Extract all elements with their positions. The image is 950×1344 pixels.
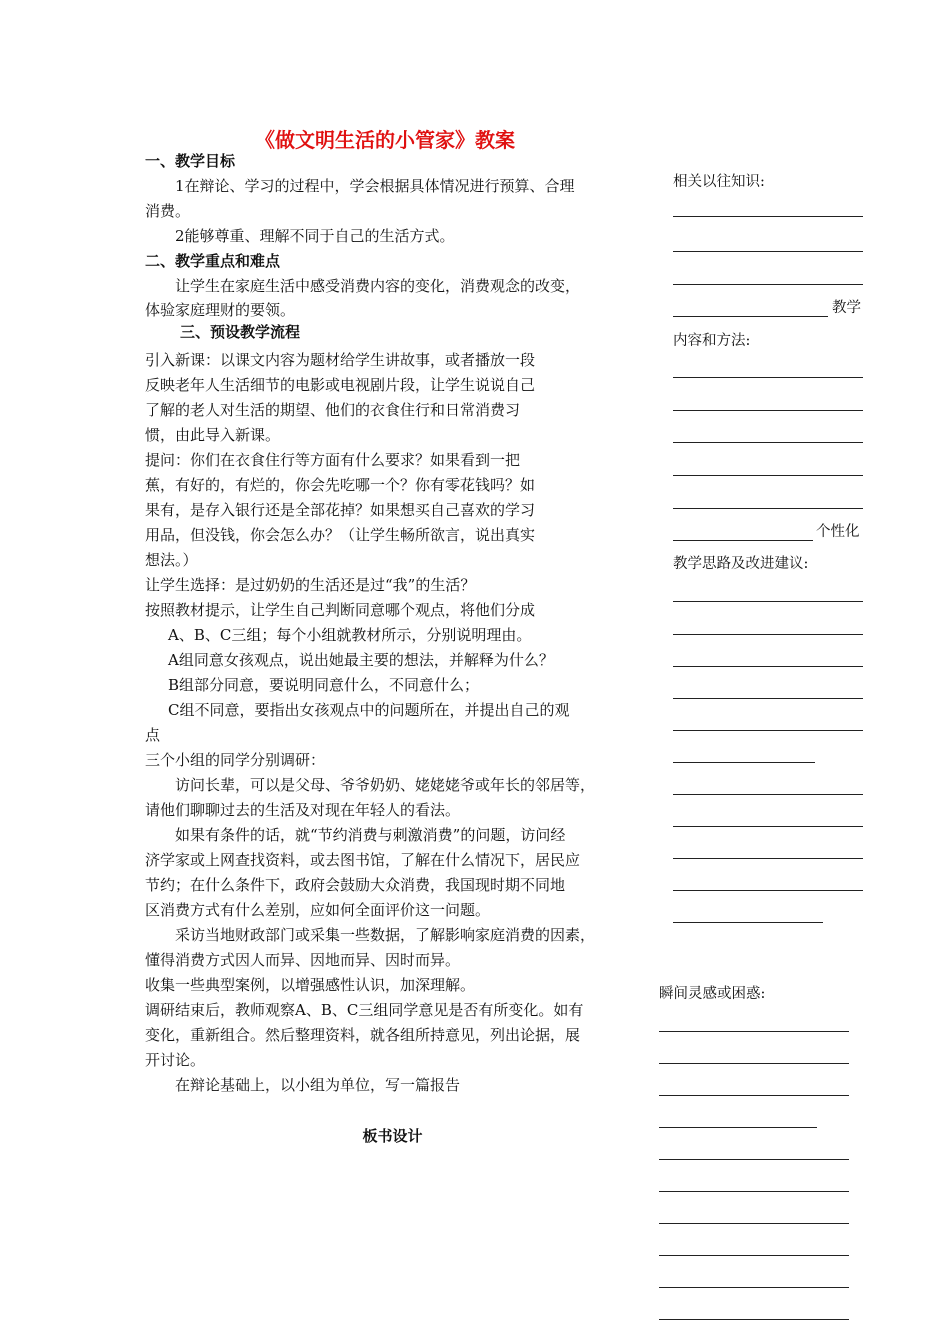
blank-line <box>659 1287 849 1288</box>
body-line: 想法。） <box>145 551 198 569</box>
body-line: 请他们聊聊过去的生活及对现在年轻人的看法。 <box>145 801 461 819</box>
blank-line <box>673 540 813 541</box>
body-line: 懂得消费方式因人而异、因地而异、因时而异。 <box>145 951 461 969</box>
blank-line <box>673 475 863 476</box>
blank-line <box>673 826 863 827</box>
section-heading-flow: 三、预设教学流程 <box>180 323 301 341</box>
teaching-label: 教学 <box>832 300 861 316</box>
blank-line <box>659 1319 849 1320</box>
blank-line <box>673 442 863 443</box>
blank-line <box>673 316 828 317</box>
body-line: 采访当地财政部门或采集一些数据，了解影响家庭消费的因素， <box>175 926 596 944</box>
body-line: 引入新课：以课文内容为题材给学生讲故事，或者播放一段 <box>145 351 536 369</box>
page-title: 《做文明生活的小管家》教案 <box>255 128 515 152</box>
blank-line <box>673 922 823 923</box>
body-line: 三个小组的同学分别调研： <box>145 751 326 769</box>
blank-line <box>659 1095 849 1096</box>
blank-line <box>673 216 863 217</box>
goal-1-line-1: 1在辩论、学习的过程中，学会根据具体情况进行预算、合理 <box>175 177 575 195</box>
blank-line <box>673 698 863 699</box>
inspiration-label: 瞬间灵感或困惑: <box>659 986 766 1002</box>
blank-line <box>673 634 863 635</box>
section-heading-key-points: 二、教学重点和难点 <box>145 252 281 270</box>
blank-line <box>659 1063 849 1064</box>
goal-2: 2能够尊重、理解不同于自己的生活方式。 <box>175 227 455 245</box>
blank-line <box>673 730 863 731</box>
blank-line <box>659 1159 849 1160</box>
blank-line <box>673 601 863 602</box>
body-line: C组不同意，要指出女孩观点中的问题所在，并提出自己的观 <box>168 701 570 719</box>
blank-line <box>659 1031 849 1032</box>
board-design-heading: 板书设计 <box>362 1127 423 1145</box>
body-line: 收集一些典型案例，以增强感性认识，加深理解。 <box>145 976 476 994</box>
blank-line <box>659 1127 817 1128</box>
ideas-label: 教学思路及改进建议: <box>673 556 809 572</box>
body-line: 按照教材提示，让学生自己判断同意哪个观点，将他们分成 <box>145 601 536 619</box>
body-line: 果有，是存入银行还是全部花掉？如果想买自己喜欢的学习 <box>145 501 536 519</box>
blank-line <box>673 666 863 667</box>
blank-line <box>673 251 863 252</box>
body-line: 开讨论。 <box>145 1051 206 1069</box>
prior-knowledge-label: 相关以往知识: <box>673 174 765 190</box>
key-points-line-1: 让学生在家庭生活中感受消费内容的变化，消费观念的改变， <box>175 277 581 295</box>
body-line: 反映老年人生活细节的电影或电视剧片段，让学生说说自己 <box>145 376 536 394</box>
blank-line <box>673 794 863 795</box>
body-line: 了解的老人对生活的期望、他们的衣食住行和日常消费习 <box>145 401 521 419</box>
blank-line <box>659 1191 849 1192</box>
blank-line <box>673 284 863 285</box>
body-line: 让学生选择：是过奶奶的生活还是过“我”的生活？ <box>145 576 476 594</box>
body-line: 提问：你们在衣食住行等方面有什么要求？如果看到一把 <box>145 451 521 469</box>
body-line: 济学家或上网查找资料，或去图书馆，了解在什么情况下，居民应 <box>145 851 581 869</box>
blank-line <box>673 410 863 411</box>
body-line: 节约；在什么条件下，政府会鼓励大众消费，我国现时期不同地 <box>145 876 566 894</box>
body-line: 区消费方式有什么差别，应如何全面评价这一问题。 <box>145 901 491 919</box>
section-heading-goals: 一、教学目标 <box>145 152 236 170</box>
body-line: 蕉，有好的，有烂的，你会先吃哪一个？你有零花钱吗？如 <box>145 476 536 494</box>
body-line: 调研结束后，教师观察A、B、C三组同学意见是否有所变化。如有 <box>145 1001 584 1019</box>
body-line: 如果有条件的话，就“节约消费与刺激消费”的问题，访问经 <box>175 826 566 844</box>
body-line: 访问长辈，可以是父母、爷爷奶奶、姥姥姥爷或年长的邻居等， <box>175 776 596 794</box>
body-line: 在辩论基础上，以小组为单位，写一篇报告 <box>175 1076 461 1094</box>
body-line: 变化，重新组合。然后整理资料，就各组所持意见，列出论据，展 <box>145 1026 581 1044</box>
blank-line <box>673 508 863 509</box>
key-points-line-2: 体验家庭理财的要领。 <box>145 301 296 319</box>
body-line: 点 <box>145 726 161 744</box>
body-line: 惯，由此导入新课。 <box>145 426 281 444</box>
content-method-label: 内容和方法: <box>673 333 751 349</box>
blank-line <box>659 1255 849 1256</box>
blank-line <box>659 1223 849 1224</box>
blank-line <box>673 762 815 763</box>
blank-line <box>673 890 863 891</box>
body-line: B组部分同意，要说明同意什么，不同意什么； <box>168 676 480 694</box>
body-line: 用品，但没钱，你会怎么办？（让学生畅所欲言，说出真实 <box>145 526 536 544</box>
blank-line <box>673 377 863 378</box>
body-line: A、B、C三组；每个小组就教材所示，分别说明理由。 <box>168 626 532 644</box>
goal-1-line-2: 消费。 <box>145 202 191 220</box>
personalized-label: 个性化 <box>816 524 860 540</box>
body-line: A组同意女孩观点，说出她最主要的想法，并解释为什么？ <box>168 651 554 669</box>
blank-line <box>673 858 863 859</box>
